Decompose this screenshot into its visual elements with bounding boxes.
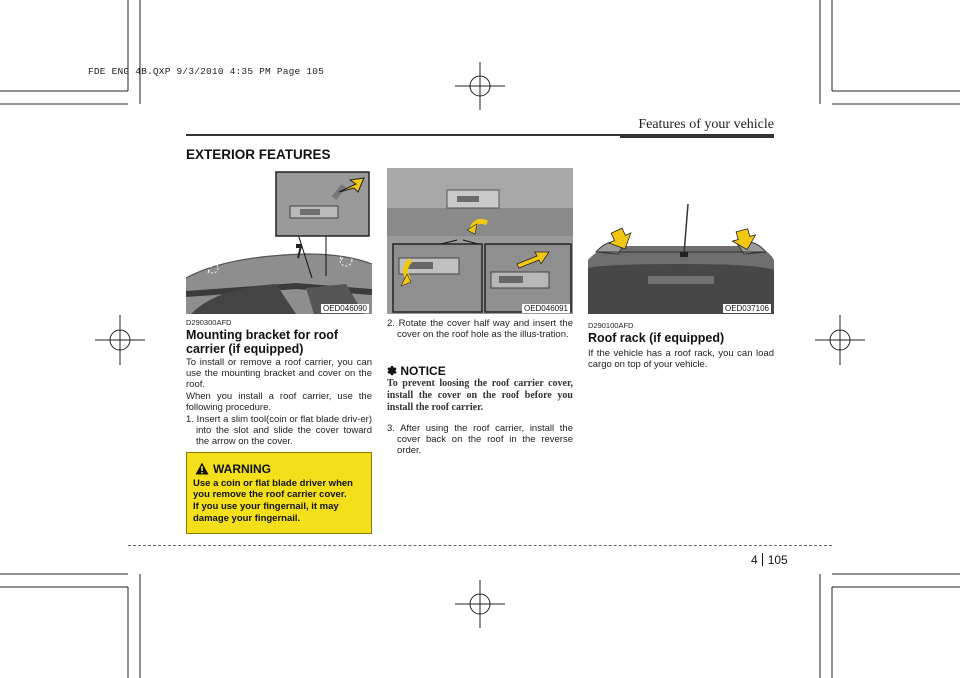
section-title: EXTERIOR FEATURES — [186, 147, 331, 162]
warning-line-1: Use a coin or flat blade driver when you remove the roof carrier cover. — [193, 478, 353, 501]
section-code: D290100AFD — [588, 321, 634, 330]
warning-box — [186, 452, 372, 534]
registration-mark-top — [455, 62, 505, 110]
registration-mark-left — [95, 315, 145, 365]
figure-code: OED037106 — [724, 304, 769, 313]
step-2: 2. Rotate the cover half way and insert the cover on the roof hole as the illus-tration. — [387, 318, 573, 341]
notice-title: ✽ NOTICE — [387, 364, 446, 378]
chapter-number: 4 — [751, 553, 758, 567]
warning-text — [193, 478, 365, 524]
registration-mark-bottom — [455, 580, 505, 628]
step-3: 3. After using the roof carrier, install the cover back on the roof in the reverse order. — [387, 423, 573, 457]
header-rule-accent — [620, 134, 774, 138]
heading-roof-rack: Roof rack (if equipped) — [588, 331, 725, 345]
step-1: 1. Insert a slim tool(coin or flat blade driv-er) into the slot and slide the cover toward the arrow on the cover. — [186, 414, 372, 448]
heading-mounting-bracket: Mounting bracket for roof carrier (if equipped) — [186, 328, 339, 356]
notice-text: To prevent loosing the roof carrier cover, install the cover on the roof before you install the roof carrier. — [387, 378, 573, 413]
figure-rotate-cover — [387, 168, 573, 314]
section-code: D290300AFD — [186, 318, 232, 327]
figure-code: OED046090 — [322, 304, 367, 313]
paragraph: If the vehicle has a roof rack, you can load cargo on top of your vehicle. — [588, 348, 774, 371]
warning-line-2: If you use your fingernail, it may damage your fingernail. — [193, 501, 339, 524]
page-header-title: Features of your vehicle — [638, 117, 774, 132]
page-number — [751, 553, 788, 567]
figure-code: OED046091 — [523, 304, 568, 313]
figure-roof-mounting-bracket — [186, 168, 372, 314]
registration-mark-right — [815, 315, 865, 365]
warning-title: WARNING — [213, 462, 271, 476]
paragraph: When you install a roof carrier, use the following procedure. — [186, 391, 372, 414]
warning-triangle-icon — [195, 462, 209, 475]
print-slug: FDE ENG 4B.QXP 9/3/2010 4:35 PM Page 105 — [88, 66, 325, 77]
page-number-value: 105 — [767, 553, 788, 567]
paragraph: To install or remove a roof carrier, you can use the mounting bracket and cover on the roof. — [186, 357, 372, 391]
footer-dashed-rule — [128, 545, 832, 546]
figure-roof-rack — [588, 168, 774, 314]
